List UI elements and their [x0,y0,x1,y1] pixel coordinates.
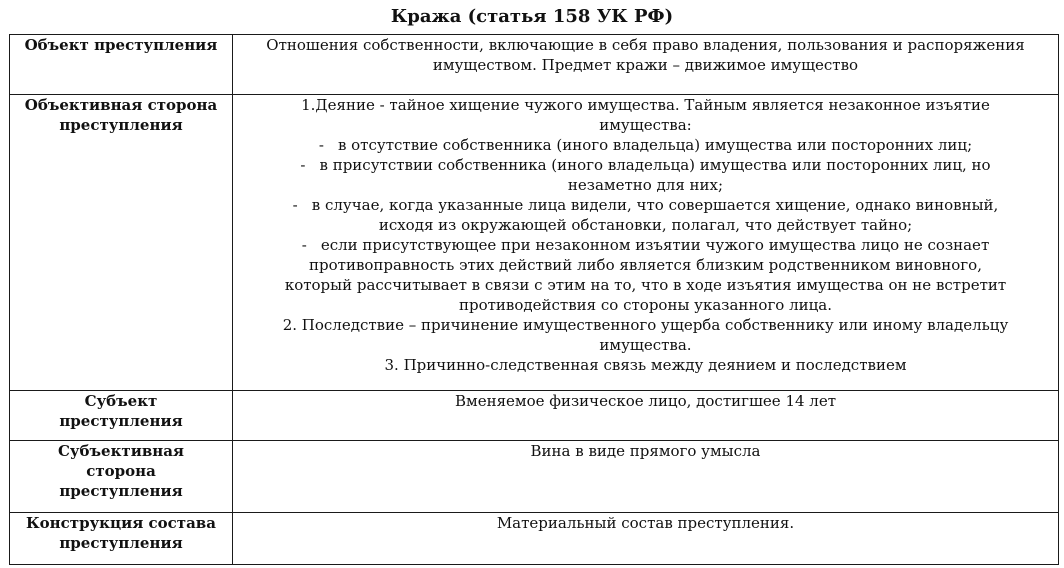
bullet-dash: - [318,136,324,154]
content-line: Материальный состав преступления. [496,514,795,532]
bullet-text: в присутствии собственника (иного владельца) имущества или посторонних лиц, но [319,156,991,174]
bullet-item [233,135,1058,155]
content-line: имущества. [599,336,692,354]
label-line: преступления [59,534,183,552]
content-line: противодействия со стороны указанного лица. [459,296,832,314]
content-line: 3. Причинно-следственная связь между деянием и последствием [384,356,907,374]
row-label-objective-side [10,95,233,391]
bullet-item [233,235,1058,255]
row-content-objective-side [233,95,1059,391]
bullet-dash: - [301,236,307,254]
label-line: сторона [86,462,156,480]
row-label-subject [10,391,233,441]
content-line: который рассчитывает в связи с этим на то, что в ходе изъятия имущества он не встретит [284,276,1007,294]
bullet-dash: - [292,196,298,214]
row-content-subject [233,391,1059,441]
label-line: преступления [59,412,183,430]
bullet-item [233,195,1058,215]
table-row-construction [10,513,1059,565]
label-line: преступления [59,116,183,134]
row-label-subjective-side [10,441,233,513]
label-line: Конструкция состава [26,514,216,532]
table-row-object [10,35,1059,95]
bullet-text: в случае, когда указанные лица видели, что совершается хищение, однако виновный, [311,196,999,214]
row-label-construction [10,513,233,565]
label-line: Объективная сторона [24,96,218,114]
content-line: 1.Деяние - тайное хищение чужого имущества. Тайным является незаконное изъятие [301,96,990,114]
crime-elements-table [9,34,1059,565]
label-line: Субъект [84,392,158,410]
table-row-objective-side [10,95,1059,391]
content-line: исходя из окружающей обстановки, полагал, что действует тайно; [378,216,913,234]
bullet-dash: - [300,156,306,174]
label-line: преступления [59,482,183,500]
content-line: Вменяемое физическое лицо, достигшее 14 лет [455,392,836,410]
row-content-subjective-side [233,441,1059,513]
content-line: Вина в виде прямого умысла [530,442,761,460]
document-title: Кража (статья 158 УК РФ) [390,6,674,27]
bullet-text: если присутствующее при незаконном изъятии чужого имущества лицо не сознает [320,236,990,254]
content-line: Отношения собственности, включающие в себя право владения, пользования и распоряжения [266,36,1025,54]
label-line: Объект преступления [24,36,218,54]
content-line: имуществом. Предмет кражи – движимое имущество [432,56,859,74]
bullet-text: в отсутствие собственника (иного владельца) имущества или посторонних лиц; [337,136,973,154]
row-content-object [233,35,1059,95]
content-line: имущества: [599,116,692,134]
content-line: незаметно для них; [567,176,724,194]
row-label-object [10,35,233,95]
row-content-construction [233,513,1059,565]
content-line: 2. Последствие – причинение имущественного ущерба собственнику или иному владельцу [282,316,1009,334]
table-row-subject [10,391,1059,441]
label-line: Субъективная [57,442,185,460]
table-row-subjective-side [10,441,1059,513]
content-line: противоправность этих действий либо является близким родственником виновного, [309,256,982,274]
bullet-item [233,155,1058,175]
